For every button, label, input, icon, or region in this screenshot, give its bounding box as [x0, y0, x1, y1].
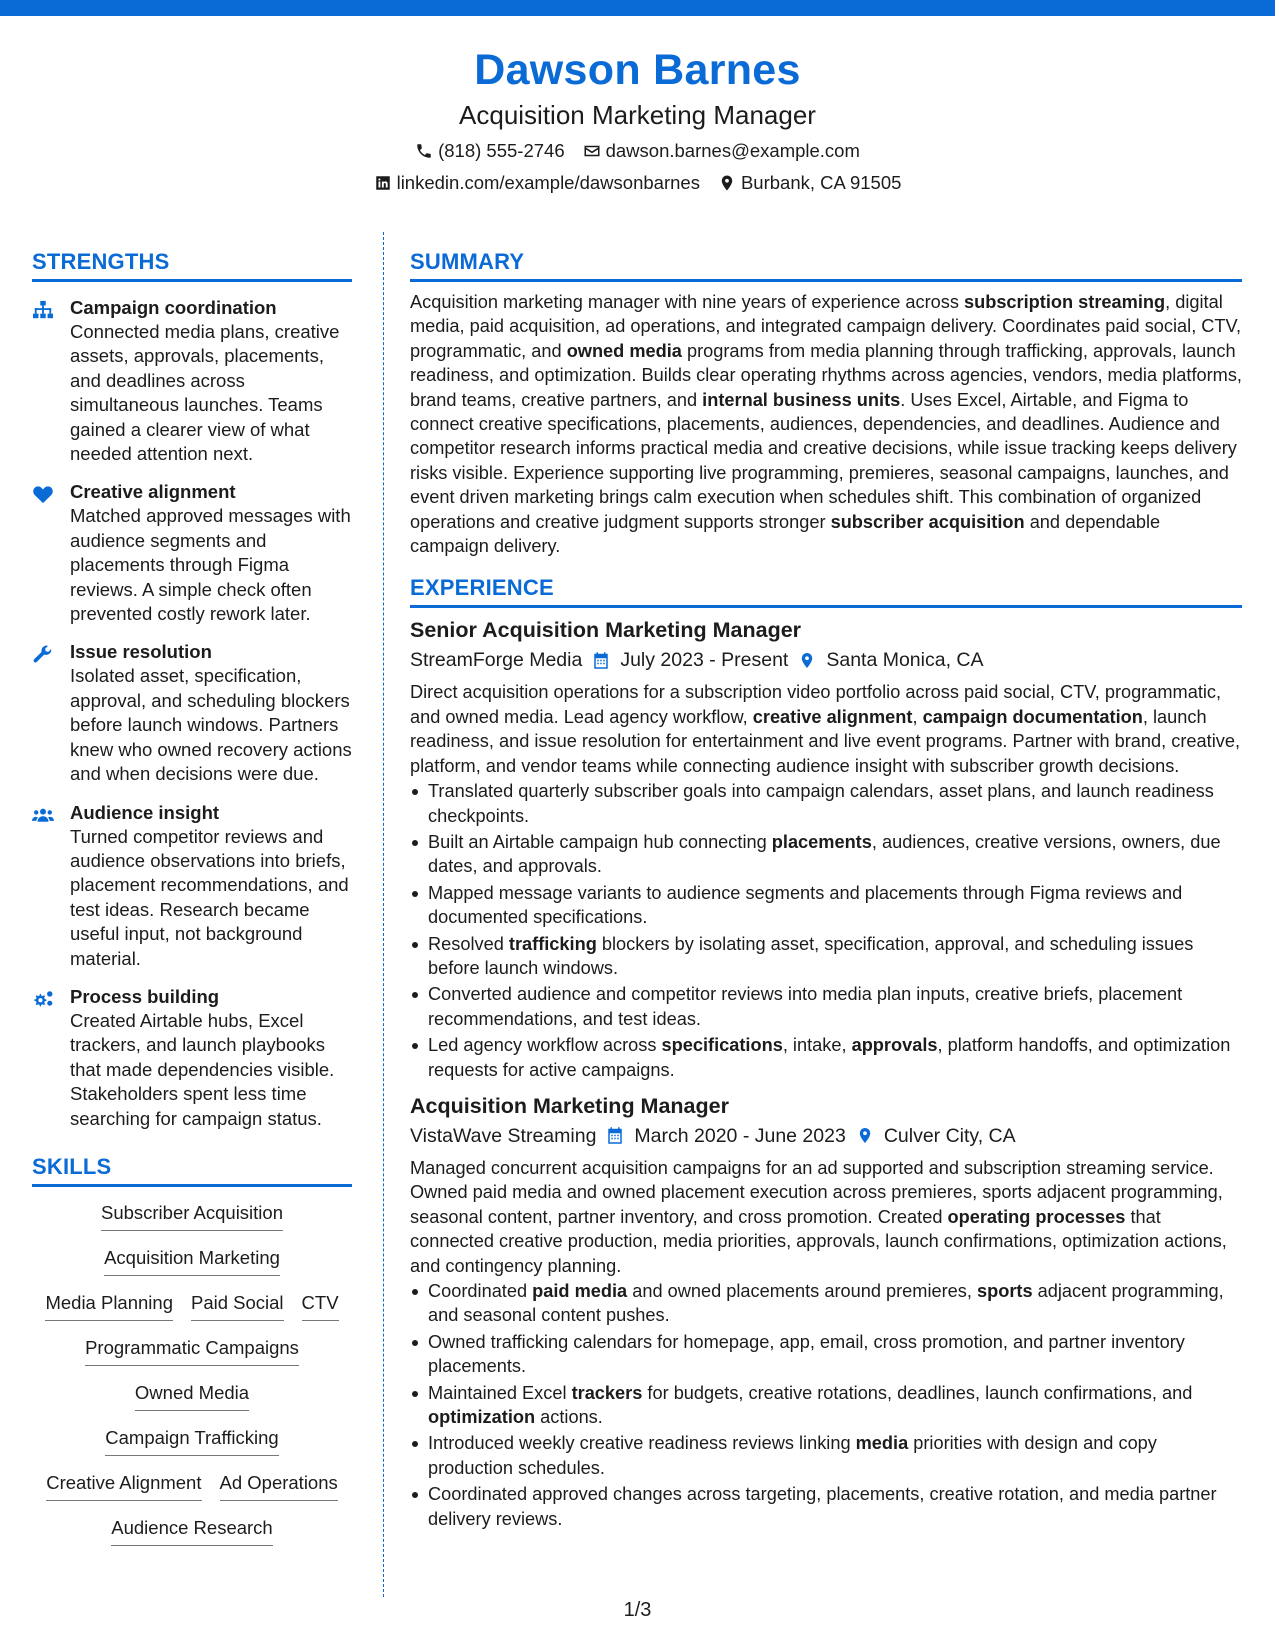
skill-tag: Ad Operations: [220, 1471, 338, 1501]
bullet-item: Owned trafficking calendars for homepage, app, email, cross promotion, and partner inventory placements.: [410, 1330, 1242, 1379]
skill-row: [32, 1291, 352, 1336]
skill-tag: Campaign Trafficking: [105, 1426, 278, 1456]
map-pin-icon: [718, 174, 736, 192]
summary-heading: SUMMARY: [410, 248, 1242, 282]
bullet-item: Built an Airtable campaign hub connecting placements, audiences, creative versions, owners, due dates, and approvals.: [410, 830, 1242, 879]
skill-tag: Owned Media: [135, 1381, 249, 1411]
bullet-item: Resolved trafficking blockers by isolating asset, specification, approval, and scheduling issues before launch windows.: [410, 932, 1242, 981]
candidate-name: Dawson Barnes: [474, 46, 801, 94]
email-contact[interactable]: [583, 138, 860, 164]
bullet-item: Led agency workflow across specifications, intake, approvals, platform handoffs, and optimization requests for active campaigns.: [410, 1033, 1242, 1082]
job-entry: [410, 616, 1242, 1082]
skill-row: [32, 1471, 352, 1516]
page-number: 1/3: [623, 1599, 652, 1621]
job-title: Senior Acquisition Marketing Manager: [410, 618, 802, 643]
gears-icon: [32, 989, 54, 1009]
job-bullets: [410, 779, 1242, 1082]
job-dates: July 2023 - Present: [620, 649, 789, 672]
job-company: StreamForge Media: [410, 649, 583, 672]
envelope-icon: [583, 142, 601, 160]
skill-row: [32, 1201, 352, 1246]
phone-icon: [415, 142, 433, 160]
skill-tag: Programmatic Campaigns: [85, 1336, 299, 1366]
strength-desc: Isolated asset, specification, approval, and scheduling blockers before launch windows. Partners knew who owned recovery actions and when decisions were due.: [70, 665, 352, 785]
skill-tag: Audience Research: [111, 1516, 272, 1546]
wrench-icon: [32, 644, 54, 664]
job-meta: [410, 646, 1242, 674]
contact-line-1: [0, 138, 1275, 164]
skills-heading: SKILLS: [32, 1153, 352, 1187]
skill-tag: Media Planning: [45, 1291, 173, 1321]
location-text: Burbank, CA 91505: [740, 172, 902, 193]
calendar-icon: [606, 1126, 624, 1145]
contact-line-2: [0, 170, 1275, 196]
bullet-item: Mapped message variants to audience segments and placements through Figma reviews and documented specifications.: [410, 881, 1242, 930]
left-column: [32, 248, 352, 1561]
linkedin-text: linkedin.com/example/dawsonbarnes: [396, 172, 700, 193]
phone-contact: [415, 138, 565, 164]
strengths-heading: STRENGTHS: [32, 248, 352, 282]
right-column: [410, 248, 1242, 1533]
strengths-list: [32, 296, 352, 1131]
bullet-item: Introduced weekly creative readiness reviews linking media priorities with design and copy production schedules.: [410, 1431, 1242, 1480]
strength-title: Issue resolution: [70, 641, 212, 663]
strength-title: Creative alignment: [70, 481, 236, 503]
summary-text: Acquisition marketing manager with nine years of experience across subscription streaming, digital media, paid acquisition, ad operations, and integrated campaign delivery. Coordinates paid social, CTV, programmatic, and owned media programs from media planning through trafficking, approvals, launch readiness, and optimization. Builds clear operating rhythms across agencies, vendors, media platforms, brand teams, creative partners, and internal business units. Uses Excel, Airtable, and Figma to connect creative specifications, placements, audiences, dependencies, and deadlines. Audience and competitor research informs practical media and creative decisions, while issue tracking keeps delivery risks visible. Experience supporting live programming, premieres, seasonal campaigns, launches, and event driven marketing brings calm execution when schedules shift. This combination of organized operations and creative judgment supports stronger subscriber acquisition and dependable campaign delivery.: [410, 292, 1242, 557]
users-icon: [32, 805, 54, 825]
strength-item: [32, 480, 352, 626]
strength-title: Process building: [70, 985, 220, 1007]
sitemap-icon: [32, 300, 54, 320]
skill-row: [32, 1516, 352, 1561]
calendar-icon: [592, 651, 610, 670]
linkedin-icon: [374, 174, 392, 192]
job-description: Managed concurrent acquisition campaigns for an ad supported and subscription streaming service. Owned paid media and owned placement execution across premieres, sports adjacent programming, seasonal content, partner inventory, and cross promotion. Created operating processes that connected creative production, media priorities, approvals, launch confirmations, optimization actions, and contingency planning.: [410, 1157, 1227, 1276]
strength-item: [32, 296, 352, 466]
map-pin-icon: [856, 1126, 874, 1145]
strength-desc: Created Airtable hubs, Excel trackers, and launch playbooks that made dependencies visible. Stakeholders spent less time searching for campaign status.: [70, 1009, 335, 1129]
job-entry: [410, 1092, 1242, 1531]
skill-row: [32, 1426, 352, 1471]
heart-icon: [32, 484, 54, 504]
skill-tag: Creative Alignment: [46, 1471, 201, 1501]
job-company: VistaWave Streaming: [410, 1124, 597, 1147]
strength-desc: Connected media plans, creative assets, approvals, placements, and deadlines across simultaneous launches. Teams gained a clearer view of what needed attention next.: [70, 321, 340, 465]
bullet-item: Translated quarterly subscriber goals into campaign calendars, asset plans, and launch readiness checkpoints.: [410, 779, 1242, 828]
strength-title: Campaign coordination: [70, 297, 277, 318]
job-location: Santa Monica, CA: [826, 649, 984, 672]
strength-desc: Matched approved messages with audience segments and placements through Figma reviews. A simple check often prevented costly rework later.: [70, 505, 351, 625]
bullet-item: Converted audience and competitor reviews into media plan inputs, creative briefs, placement recommendations, and test ideas.: [410, 982, 1242, 1031]
email-text: dawson.barnes@example.com: [605, 140, 860, 161]
strength-title: Audience insight: [70, 801, 220, 823]
location-contact: [718, 170, 901, 196]
top-accent-bar: [0, 0, 1275, 16]
skill-row: [32, 1336, 352, 1381]
skill-tag: CTV: [302, 1291, 339, 1321]
job-location: Culver City, CA: [883, 1124, 1016, 1147]
experience-heading: EXPERIENCE: [410, 574, 1242, 608]
strength-desc: Turned competitor reviews and audience observations into briefs, placement recommendations, and test ideas. Research became useful input, not background material.: [70, 825, 349, 969]
phone-text: (818) 555-2746: [438, 140, 565, 161]
skill-row: [32, 1381, 352, 1426]
candidate-role: Acquisition Marketing Manager: [459, 100, 816, 130]
resume-header: [0, 42, 1275, 196]
job-description: Direct acquisition operations for a subscription video portfolio across paid social, CTV, programmatic, and owned media. Lead agency workflow, creative alignment, campaign documentation, launch readiness, and issue resolution for entertainment and live event programs. Partner with brand, creative, platform, and vendor teams while connecting audience insight with subscriber growth decisions.: [410, 682, 1240, 776]
job-meta: [410, 1122, 1242, 1150]
job-bullets: [410, 1279, 1242, 1531]
strength-item: [32, 640, 352, 786]
linkedin-contact[interactable]: [374, 170, 700, 196]
skill-tag: Acquisition Marketing: [104, 1246, 280, 1276]
skill-row: [32, 1246, 352, 1291]
bullet-item: Coordinated paid media and owned placements around premieres, sports adjacent programming, and seasonal content pushes.: [410, 1279, 1242, 1328]
bullet-item: Maintained Excel trackers for budgets, creative rotations, deadlines, launch confirmations, and optimization actions.: [410, 1381, 1242, 1430]
strength-item: [32, 801, 352, 971]
job-dates: March 2020 - June 2023: [634, 1124, 846, 1147]
skills-list: [32, 1201, 352, 1561]
skill-tag: Subscriber Acquisition: [101, 1201, 283, 1231]
skill-tag: Paid Social: [191, 1291, 284, 1321]
bullet-item: Coordinated approved changes across targeting, placements, creative rotation, and media partner delivery reviews.: [410, 1482, 1242, 1531]
strength-item: [32, 985, 352, 1131]
column-divider: [383, 232, 384, 1597]
map-pin-icon: [798, 651, 816, 670]
job-title: Acquisition Marketing Manager: [410, 1093, 729, 1118]
